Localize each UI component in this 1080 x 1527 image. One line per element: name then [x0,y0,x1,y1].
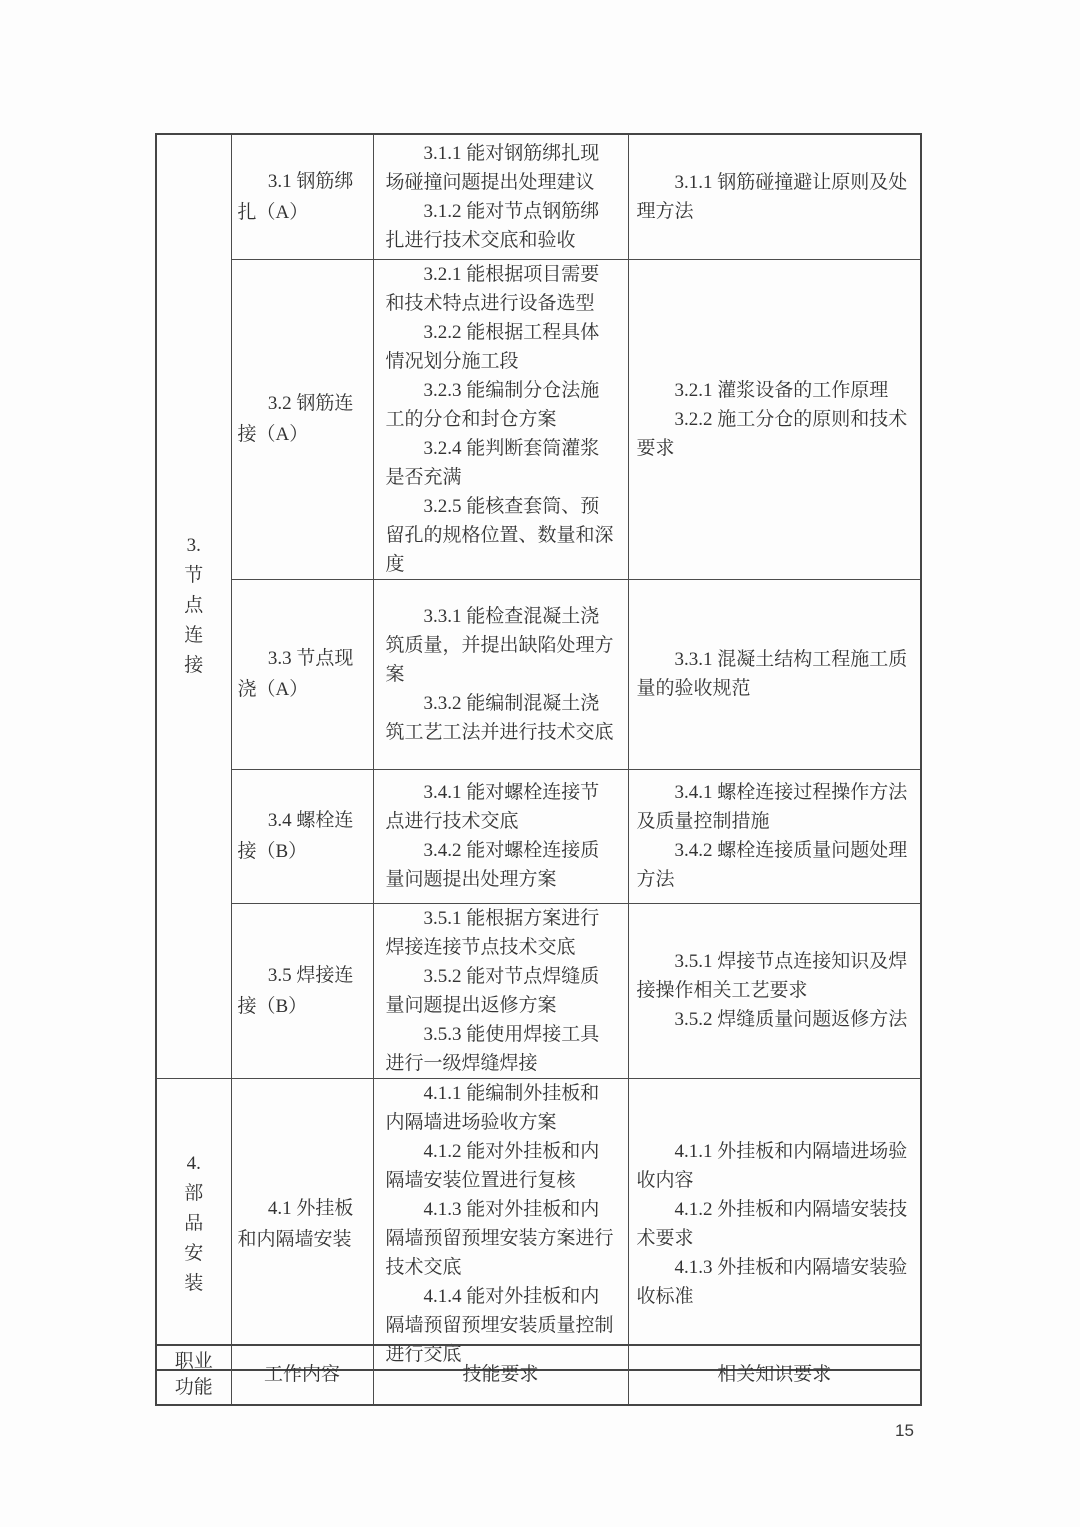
skill-item: 3.3.2 能编制混凝土浇筑工艺工法并进行技术交底 [385,692,614,743]
skill-item: 3.2.4 能判断套筒灌浆是否充满 [385,437,600,488]
skill-item: 4.1.3 能对外挂板和内隔墙预留预埋安装方案进行技术交底 [385,1198,614,1278]
knowledge-cell [628,579,921,769]
work-label: 3.1 钢筋绑扎（A） [237,170,354,223]
skill-item: 3.5.1 能根据方案进行焊接连接节点技术交底 [385,907,600,958]
knowledge-item: 4.1.1 外挂板和内隔墙进场验收内容 [636,1140,908,1191]
table-row [156,579,921,769]
work-cell [231,903,373,1078]
knowledge-item: 3.4.2 螺栓连接质量问题处理方法 [636,840,908,890]
work-cell [231,134,373,259]
skill-item: 4.1.1 能编制外挂板和内隔墙进场验收方案 [385,1082,600,1133]
work-cell [231,579,373,769]
category-label: 4. 部品安装 [184,1152,204,1294]
header-row [156,1345,921,1405]
column-header-table [155,1344,922,1406]
knowledge-item: 4.1.2 外挂板和内隔墙安装技术要求 [636,1198,908,1249]
header-skill-requirements: 技能要求 [373,1345,628,1405]
skills-cell [373,134,628,259]
skill-item: 3.4.2 能对螺栓连接质量问题提出处理方案 [385,840,600,890]
skill-item: 4.1.2 能对外挂板和内隔墙安装位置进行复核 [385,1140,600,1191]
header-work-content: 工作内容 [231,1345,373,1405]
knowledge-item: 3.2.2 施工分仓的原则和技术要求 [636,408,908,459]
skill-item: 3.5.2 能对节点焊缝质量问题提出返修方案 [385,965,600,1016]
category-label: 3. 节点连接 [184,535,204,677]
skill-item: 3.1.1 能对钢筋绑扎现场碰撞问题提出处理建议 [385,142,600,193]
work-label: 3.4 螺栓连接（B） [237,810,354,862]
skill-item: 3.4.1 能对螺栓连接节点进行技术交底 [385,782,600,832]
knowledge-item: 3.1.1 钢筋碰撞避让原则及处理方法 [636,171,908,222]
skill-item: 3.2.2 能根据工程具体情况划分施工段 [385,321,600,372]
work-cell [231,259,373,579]
knowledge-item: 3.2.1 灌浆设备的工作原理 [674,379,889,401]
knowledge-cell [628,134,921,259]
work-label: 3.2 钢筋连接（A） [237,393,354,445]
header-knowledge-requirements: 相关知识要求 [628,1345,921,1405]
work-cell [231,1078,373,1370]
skills-cell [373,903,628,1078]
category-cell-component-install [156,1078,231,1370]
skill-item: 4.1.4 能对外挂板和内隔墙预留预埋安装质量控制进行交底 [385,1285,614,1365]
knowledge-item: 3.5.2 焊缝质量问题返修方法 [674,1009,908,1030]
skill-item: 3.2.1 能根据项目需要和技术特点进行设备选型 [385,263,600,314]
skill-item: 3.3.1 能检查混凝土浇筑质量，并提出缺陷处理方案 [385,605,614,685]
knowledge-item: 3.5.1 焊接节点连接知识及焊接操作相关工艺要求 [636,951,908,1001]
knowledge-cell [628,903,921,1078]
knowledge-cell [628,1078,921,1370]
table-row [156,1078,921,1370]
page-number: 15 [895,1421,914,1440]
standards-table [155,133,922,1371]
work-label: 4.1 外挂板和内隔墙安装 [237,1197,354,1250]
skill-item: 3.5.3 能使用焊接工具进行一级焊缝焊接 [385,1023,600,1074]
knowledge-item: 4.1.3 外挂板和内隔墙安装验收标准 [636,1256,908,1307]
header-occupational-function: 职业功能 [156,1345,231,1405]
skills-cell [373,259,628,579]
table-row [156,134,921,259]
skill-item: 3.1.2 能对节点钢筋绑扎进行技术交底和验收 [385,200,600,251]
work-label: 3.5 焊接连接（B） [237,964,354,1017]
category-cell-node-connection [156,134,231,1078]
knowledge-item: 3.4.1 螺栓连接过程操作方法及质量控制措施 [636,782,908,832]
skills-cell [373,579,628,769]
work-cell [231,769,373,903]
table-row [156,259,921,579]
knowledge-cell [628,259,921,579]
skills-cell [373,769,628,903]
skills-cell [373,1078,628,1370]
knowledge-item: 3.3.1 混凝土结构工程施工质量的验收规范 [636,649,908,699]
table-row [156,769,921,903]
skill-item: 3.2.3 能编制分仓法施工的分仓和封仓方案 [385,379,600,430]
skill-item: 3.2.5 能核查套筒、预留孔的规格位置、数量和深度 [385,495,614,575]
work-label: 3.3 节点现浇（A） [237,648,354,700]
table-row [156,903,921,1078]
knowledge-cell [628,769,921,903]
